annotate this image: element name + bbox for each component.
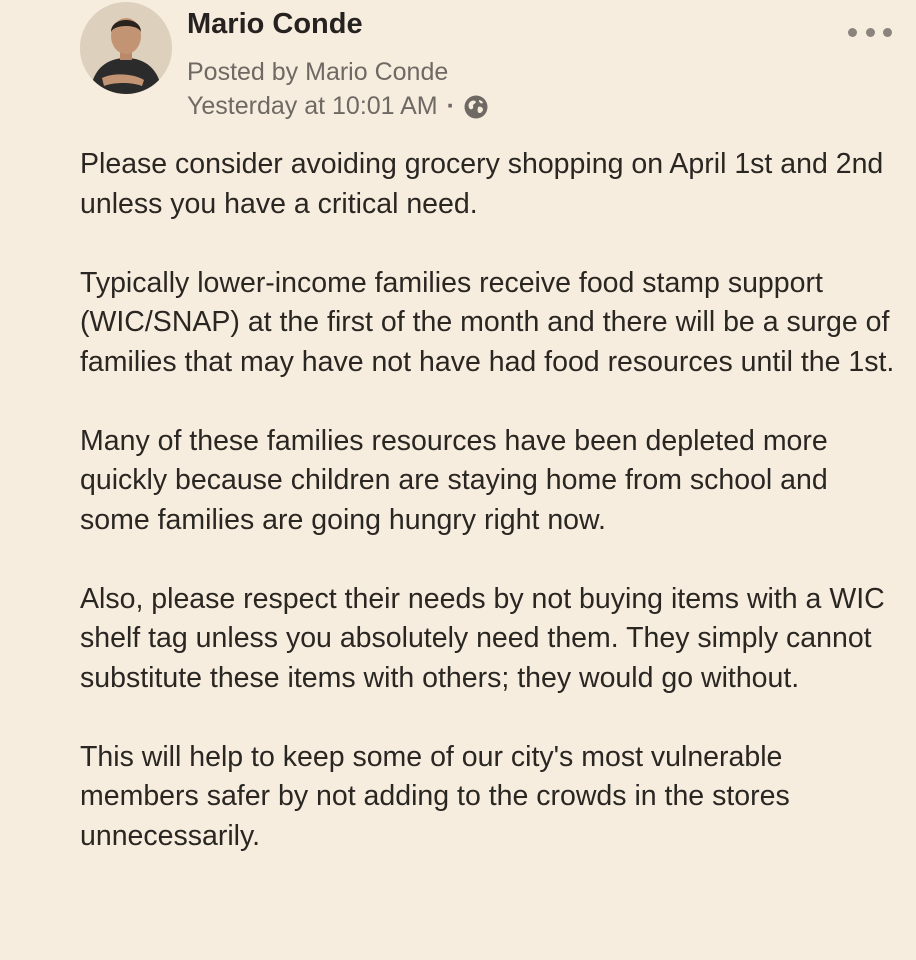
post-paragraph: Many of these families resources have been depleted more quickly because children are staying home from school and some families are going hungry right now. bbox=[80, 424, 828, 536]
more-dot bbox=[883, 28, 892, 37]
more-dot bbox=[866, 28, 875, 37]
post-paragraph: This will help to keep some of our city's most vulnerable members safer by not adding to the crowds in the stores unnecessarily. bbox=[80, 740, 790, 852]
post-paragraph: Also, please respect their needs by not buying items with a WIC shelf tag unless you absolutely need them. They simply cannot substitute these items with others; they would go without. bbox=[80, 582, 885, 694]
author-name[interactable]: Mario Conde bbox=[187, 8, 363, 40]
meta-separator: · bbox=[446, 92, 455, 120]
post-body bbox=[80, 145, 900, 896]
post-paragraph: Please consider avoiding grocery shopping on April 1st and 2nd unless you have a critical need. bbox=[80, 148, 884, 220]
post-paragraph: Typically lower-income families receive food stamp support (WIC/SNAP) at the first of the month and there will be a surge of families that may have not have had food resources until the 1st. bbox=[80, 266, 895, 378]
posted-by-label: Posted by Mario Conde bbox=[187, 58, 449, 86]
more-options-icon[interactable] bbox=[848, 24, 892, 40]
avatar[interactable] bbox=[80, 2, 172, 94]
avatar-photo bbox=[80, 2, 172, 94]
post-meta bbox=[187, 92, 489, 121]
post-header bbox=[80, 0, 900, 135]
post-timestamp[interactable]: Yesterday at 10:01 AM bbox=[187, 92, 438, 120]
globe-icon[interactable] bbox=[463, 94, 489, 120]
more-dot bbox=[848, 28, 857, 37]
